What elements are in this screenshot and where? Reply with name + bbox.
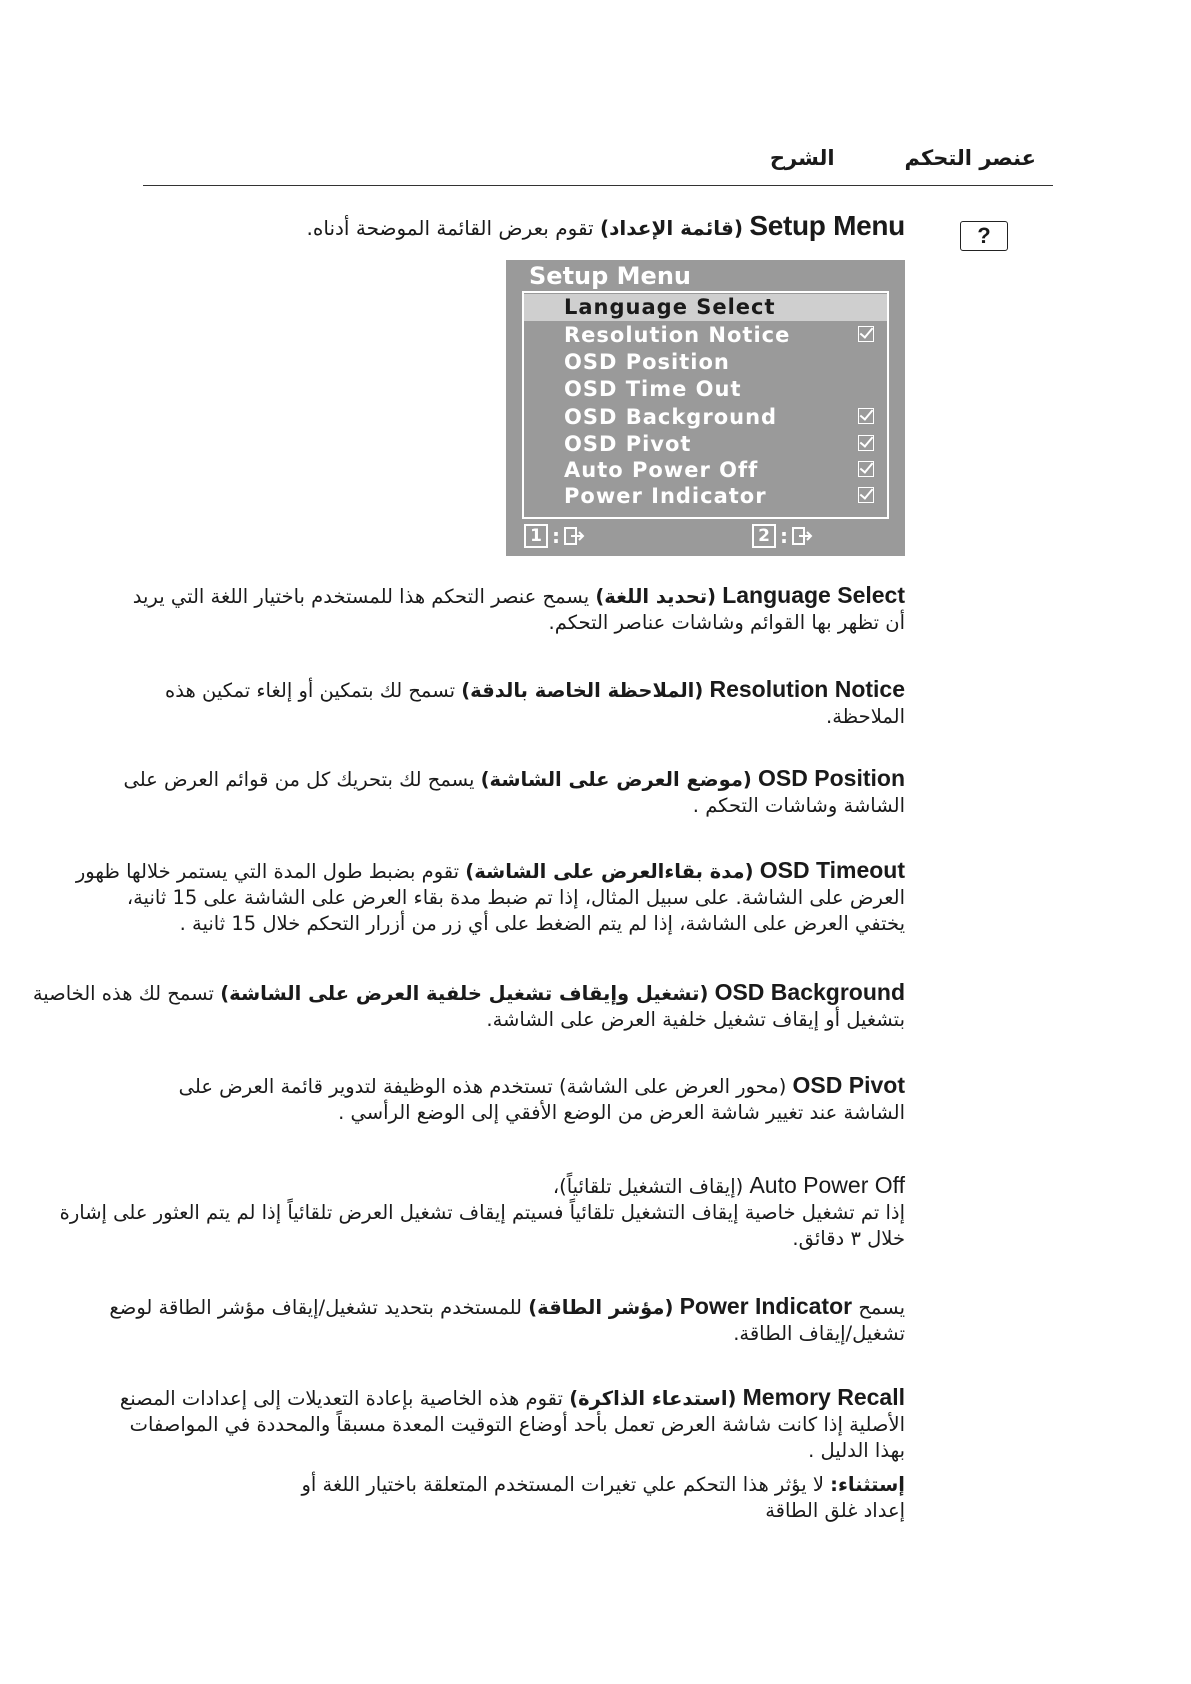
entry-english-term: OSD Timeout	[759, 857, 905, 883]
table-header	[616, 146, 1036, 176]
entry-note-line	[65, 1472, 905, 1498]
key-2-icon: 2	[752, 524, 776, 548]
entry-text: الملاحظة.	[826, 705, 905, 728]
osd-menu-title: Setup Menu	[529, 262, 691, 290]
entry-arabic-term: (تشغيل وإيقاف تشغيل خلفية العرض على الشاشة)	[220, 982, 709, 1005]
entry-text: الشاشة وشاشات التحكم .	[692, 794, 905, 817]
note-text: إعداد غلق الطاقة	[765, 1499, 905, 1522]
entry-power-indicator	[65, 1293, 905, 1347]
exit-icon	[792, 526, 814, 546]
osd-item-power-indicator[interactable]	[524, 483, 887, 510]
entry-text: تسمح لك بتمكين أو إلغاء تمكين هذه	[165, 679, 456, 702]
entry-osd-timeout	[65, 857, 905, 937]
entry-text: تشغيل/إيقاف الطاقة.	[733, 1322, 905, 1345]
entry-arabic-term: (استدعاء الذاكرة)	[569, 1387, 737, 1410]
entry-english-term: OSD Position	[758, 765, 905, 791]
osd-item-language-select[interactable]	[524, 294, 887, 321]
entry-text: يسمح عنصر التحكم هذا للمستخدم باختيار اللغة التي يريد	[132, 585, 590, 608]
entry-text: للمستخدم بتحديد تشغيل/إيقاف مؤشر الطاقة لوضع	[109, 1296, 523, 1319]
entry-arabic-term: (تحديد اللغة)	[595, 585, 717, 608]
checkbox-checked-icon[interactable]	[858, 435, 874, 451]
exit-icon	[564, 526, 586, 546]
entry-text: تقوم هذه الخاصية بإعادة التعديلات إلى إعدادات المصنع	[119, 1387, 563, 1410]
entry-english-term: Power Indicator	[679, 1293, 853, 1319]
entry-resolution-notice	[65, 676, 905, 730]
intro-arabic-title: (قائمة الإعداد)	[599, 216, 743, 240]
entry-text: تستخدم هذه الوظيفة لتدوير قائمة العرض على	[178, 1075, 553, 1098]
osd-item-osd-position[interactable]	[524, 349, 887, 376]
setup-menu-intro	[255, 210, 905, 242]
note-text: لا يؤثر هذا التحكم علي تغيرات المستخدم المتعلقة باختيار اللغة أو	[301, 1473, 824, 1496]
osd-setup-menu	[506, 260, 905, 556]
entry-text: تسمح لك هذه الخاصية	[32, 982, 214, 1005]
question-mark-icon: ?	[960, 221, 1008, 251]
entry-text: إذا تم تشغيل خاصية إيقاف التشغيل تلقائياً فسيتم إيقاف تشغيل العرض تلقائياً إذا لم يتم العثور على إشارة	[59, 1201, 905, 1224]
entry-text: العرض على الشاشة. على سبيل المثال، إذا تم ضبط مدة بقاء العرض على الشاشة على 15 ثانية،	[126, 886, 905, 909]
osd-item-label: Power Indicator	[564, 484, 767, 508]
osd-item-label: Resolution Notice	[564, 323, 791, 347]
entry-arabic-term: (إيقاف التشغيل تلقائياً)،	[552, 1175, 744, 1198]
checkbox-checked-icon[interactable]	[858, 326, 874, 342]
osd-item-resolution-notice[interactable]	[524, 322, 887, 349]
entry-first-line	[65, 1172, 905, 1200]
entry-english-term: OSD Background	[714, 979, 905, 1005]
osd-item-label: OSD Background	[564, 405, 778, 429]
entry-text: الشاشة عند تغيير شاشة العرض من الوضع الأفقي إلى الوضع الرأسي .	[338, 1101, 905, 1124]
entry-first-line	[65, 857, 905, 885]
entry-text: بهذا الدليل .	[808, 1439, 905, 1462]
entry-first-line	[65, 676, 905, 704]
entry-text: الأصلية إذا كانت شاشة العرض تعمل بأحد أوضاع التوقيت المعدة مسبقاً والمحددة في المواصفات	[129, 1413, 905, 1436]
osd-item-osd-pivot[interactable]	[524, 431, 887, 458]
entry-memory-recall	[65, 1384, 905, 1524]
checkbox-checked-icon[interactable]	[858, 408, 874, 424]
header-description-label: الشرح	[769, 146, 835, 170]
entry-osd-background	[32, 979, 905, 1033]
intro-english-title: Setup Menu	[749, 210, 905, 241]
entry-osd-pivot	[65, 1072, 905, 1126]
key-separator: :	[552, 524, 560, 548]
entry-first-line	[65, 1072, 905, 1100]
osd-key-2-hint	[752, 524, 814, 548]
osd-item-label: Auto Power Off	[564, 458, 759, 482]
osd-item-label: OSD Time Out	[564, 377, 742, 401]
entry-language-select	[65, 582, 905, 636]
osd-item-osd-time-out[interactable]	[524, 376, 887, 403]
entry-arabic-term: (الملاحظة الخاصة بالدقة)	[461, 679, 704, 702]
entry-first-line	[65, 1384, 905, 1412]
entry-english-term: OSD Pivot	[792, 1072, 905, 1098]
osd-key-1-hint	[524, 524, 586, 548]
entry-text: تقوم بضبط طول المدة التي يستمر خلالها ظهور	[75, 860, 460, 883]
entry-first-line	[65, 1293, 905, 1321]
key-1-icon: 1	[524, 524, 548, 548]
entry-english-term: Resolution Notice	[709, 676, 905, 702]
entry-english-term: Language Select	[722, 582, 905, 608]
entry-text: يختفي العرض على الشاشة، إذا لم يتم الضغط على أي زر من أزرار التحكم خلال 15 ثانية .	[179, 912, 905, 935]
osd-item-label: OSD Position	[564, 350, 730, 374]
checkbox-checked-icon[interactable]	[858, 461, 874, 477]
osd-menu-frame	[522, 291, 889, 519]
entry-text: يسمح	[858, 1296, 905, 1319]
entry-text: أن تظهر بها القوائم وشاشات عناصر التحكم.	[548, 611, 905, 634]
osd-item-auto-power-off[interactable]	[524, 457, 887, 484]
entry-first-line	[32, 979, 905, 1007]
osd-item-label: OSD Pivot	[564, 432, 692, 456]
header-control-label: عنصر التحكم	[904, 146, 1036, 170]
entry-arabic-term: (محور العرض على الشاشة)	[559, 1075, 787, 1098]
osd-item-label: Language Select	[564, 295, 776, 319]
header-divider	[143, 185, 1053, 186]
entry-english-term: Auto Power Off	[749, 1172, 905, 1198]
entry-arabic-term: (موضع العرض على الشاشة)	[480, 768, 752, 791]
entry-osd-position	[65, 765, 905, 819]
entry-first-line	[65, 765, 905, 793]
entry-text: يسمح لك بتحريك كل من قوائم العرض على	[123, 768, 475, 791]
entry-arabic-term: (مدة بقاءالعرض على الشاشة)	[465, 860, 754, 883]
note-label: إستثناء:	[830, 1473, 905, 1496]
osd-item-osd-background[interactable]	[524, 404, 887, 431]
entry-arabic-term: (مؤشر الطاقة)	[528, 1296, 674, 1319]
entry-first-line	[65, 582, 905, 610]
checkbox-checked-icon[interactable]	[858, 487, 874, 503]
key-separator: :	[780, 524, 788, 548]
entry-text: بتشغيل أو إيقاف تشغيل خلفية العرض على الشاشة.	[486, 1008, 905, 1031]
entry-auto-power-off	[59, 1172, 905, 1252]
intro-text: تقوم بعرض القائمة الموضحة أدناه.	[306, 216, 594, 240]
entry-text: خلال ٣ دقائق.	[792, 1227, 905, 1250]
entry-english-term: Memory Recall	[742, 1384, 905, 1410]
